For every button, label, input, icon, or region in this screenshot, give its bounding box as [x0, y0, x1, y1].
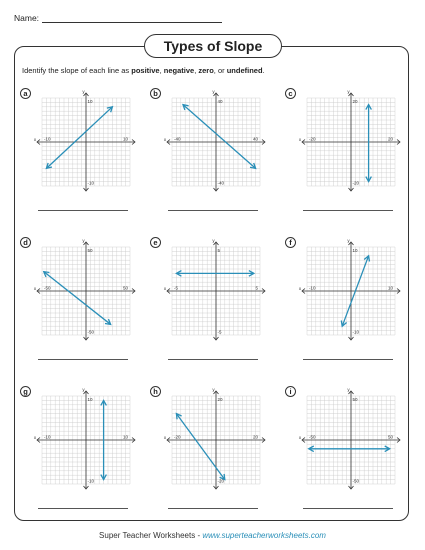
x-axis-letter: x [298, 286, 302, 291]
y-min-label: -10 [87, 478, 95, 484]
x-max-label: 50 [387, 434, 393, 440]
problem-letter-badge: i [285, 386, 296, 397]
coordinate-grid [285, 237, 409, 355]
problem-f [285, 237, 409, 372]
y-axis-letter: y [82, 89, 85, 94]
name-label: Name: [14, 13, 40, 23]
x-axis-letter: x [163, 435, 167, 440]
x-min-label: -20 [309, 136, 316, 142]
x-max-label: 40 [252, 136, 258, 142]
word-negative: negative [163, 66, 195, 75]
answer-line[interactable] [38, 508, 128, 509]
y-min-label: -50 [87, 329, 95, 335]
problem-letter-badge: f [285, 237, 296, 248]
x-max-label: 5 [255, 285, 258, 291]
answer-line[interactable] [168, 508, 258, 509]
instructions-prefix: Identify the slope of each line as [22, 66, 132, 75]
problem-a [20, 88, 144, 223]
footer [0, 531, 425, 540]
x-min-label: -50 [309, 434, 316, 440]
y-max-label: 10 [87, 397, 93, 402]
x-axis-letter: x [33, 286, 37, 291]
problem-letter-badge: e [150, 237, 161, 248]
y-min-label: -10 [87, 180, 95, 186]
problem-i [285, 386, 409, 521]
y-axis-letter: y [212, 89, 215, 94]
answer-line[interactable] [168, 210, 258, 211]
y-min-label: -20 [217, 478, 225, 484]
problem-h [150, 386, 274, 521]
x-max-label: 20 [387, 136, 393, 142]
coordinate-grid [20, 386, 144, 504]
coordinate-grid [285, 386, 409, 504]
answer-line[interactable] [303, 210, 393, 211]
x-axis-letter: x [33, 435, 37, 440]
coordinate-grid [150, 88, 274, 206]
problem-letter-badge: g [20, 386, 31, 397]
instructions-sep-3: , or [213, 66, 227, 75]
problem-letter-badge: h [150, 386, 161, 397]
instructions-sep-2: , [194, 66, 199, 75]
coordinate-grid [285, 88, 409, 206]
problem-d [20, 237, 144, 372]
problem-letter-badge: c [285, 88, 296, 99]
x-min-label: -10 [44, 434, 51, 440]
y-min-label: -40 [217, 180, 225, 186]
instructions-sep-1: , [159, 66, 164, 75]
y-max-label: 50 [87, 248, 93, 253]
problem-e [150, 237, 274, 372]
instructions [22, 66, 265, 75]
answer-line[interactable] [168, 359, 258, 360]
y-axis-letter: y [212, 238, 215, 243]
slope-line [176, 414, 224, 480]
word-undefined: undefined [226, 66, 263, 75]
x-axis-letter: x [163, 137, 167, 142]
x-axis-letter: x [33, 137, 37, 142]
name-field[interactable] [42, 14, 222, 23]
problem-c [285, 88, 409, 223]
y-max-label: 50 [352, 397, 358, 402]
footer-brand: Super Teacher Worksheets [99, 531, 196, 540]
x-axis-letter: x [163, 286, 167, 291]
footer-separator: - [195, 531, 203, 540]
x-min-label: -10 [309, 285, 316, 291]
y-max-label: 5 [217, 248, 221, 253]
y-axis-letter: y [82, 387, 85, 392]
instructions-suffix: . [262, 66, 265, 75]
answer-line[interactable] [303, 508, 393, 509]
x-min-label: -20 [174, 434, 181, 440]
x-max-label: 10 [122, 136, 128, 142]
coordinate-grid [150, 237, 274, 355]
x-min-label: -50 [44, 285, 51, 291]
y-max-label: 20 [217, 397, 223, 402]
coordinate-grid [150, 386, 274, 504]
x-min-label: -40 [174, 136, 181, 142]
y-max-label: 10 [87, 99, 93, 104]
coordinate-grid [20, 88, 144, 206]
y-min-label: -20 [352, 180, 360, 186]
y-axis-letter: y [212, 387, 215, 392]
y-max-label: 20 [352, 99, 358, 104]
x-max-label: 10 [122, 434, 128, 440]
y-axis-letter: y [347, 387, 350, 392]
problem-b [150, 88, 274, 223]
problem-letter-badge: a [20, 88, 31, 99]
page-title: Types of Slope [144, 34, 282, 58]
coordinate-grid [20, 237, 144, 355]
x-max-label: 10 [387, 285, 393, 291]
answer-line[interactable] [38, 359, 128, 360]
x-axis-letter: x [298, 137, 302, 142]
y-min-label: -10 [352, 329, 360, 335]
x-min-label: -10 [44, 136, 51, 142]
y-max-label: 40 [217, 99, 223, 104]
problem-g [20, 386, 144, 521]
y-axis-letter: y [347, 238, 350, 243]
answer-line[interactable] [38, 210, 128, 211]
name-row [14, 13, 222, 23]
x-min-label: -5 [174, 285, 179, 291]
word-zero: zero [198, 66, 214, 75]
y-axis-letter: y [82, 238, 85, 243]
answer-line[interactable] [303, 359, 393, 360]
x-max-label: 20 [252, 434, 258, 440]
problem-letter-badge: b [150, 88, 161, 99]
y-min-label: -5 [217, 329, 222, 335]
footer-url[interactable]: www.superteacherworksheets.com [202, 531, 326, 540]
problem-letter-badge: d [20, 237, 31, 248]
x-max-label: 50 [122, 285, 128, 291]
x-axis-letter: x [298, 435, 302, 440]
word-positive: positive [131, 66, 160, 75]
y-max-label: 10 [352, 248, 358, 253]
y-min-label: -50 [352, 478, 360, 484]
y-axis-letter: y [347, 89, 350, 94]
